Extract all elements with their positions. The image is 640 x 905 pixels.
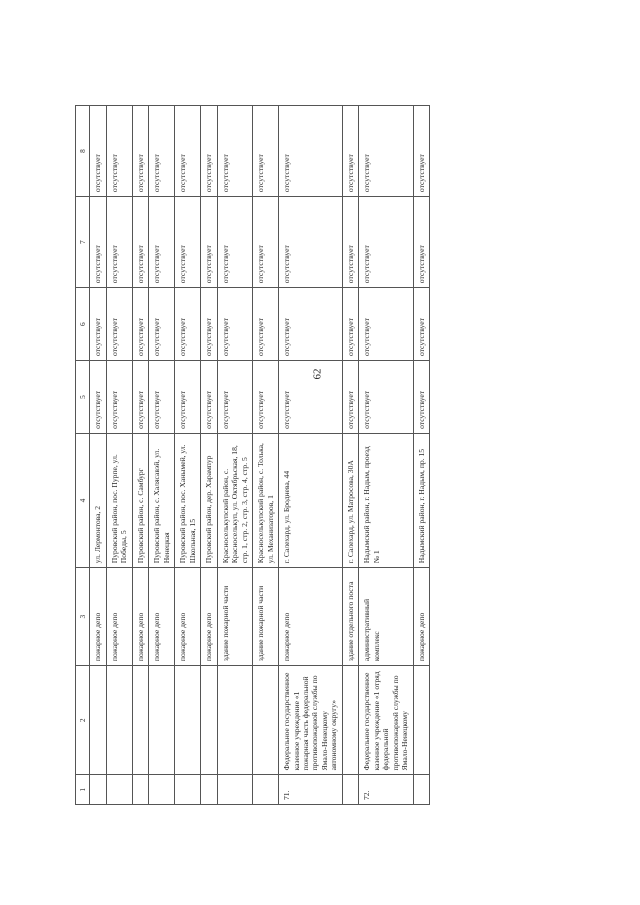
rotated-table-wrapper bbox=[75, 105, 575, 805]
table-row bbox=[413, 106, 429, 805]
cell-c5: отсутствует bbox=[217, 361, 252, 434]
cell-org bbox=[149, 666, 175, 775]
table-row bbox=[201, 106, 217, 805]
cell-c6: отсутствует bbox=[132, 288, 148, 361]
cell-type: здание пожарной части bbox=[217, 568, 252, 666]
cell-num: 72. bbox=[359, 775, 413, 805]
cell-c8: отсутствует bbox=[175, 106, 201, 197]
cell-c7: отсутствует bbox=[413, 197, 429, 288]
column-header-5: 5 bbox=[76, 361, 90, 434]
cell-c5: отсутствует bbox=[90, 361, 106, 434]
cell-num: 71. bbox=[279, 775, 343, 805]
cell-c5: отсутствует bbox=[413, 361, 429, 434]
column-header-7: 7 bbox=[76, 197, 90, 288]
column-header-3: 3 bbox=[76, 568, 90, 666]
cell-num bbox=[149, 775, 175, 805]
cell-type: административный комплекс bbox=[359, 568, 413, 666]
cell-c7: отсутствует bbox=[253, 197, 279, 288]
cell-org bbox=[201, 666, 217, 775]
cell-c8: отсутствует bbox=[132, 106, 148, 197]
table-row bbox=[217, 106, 252, 805]
column-header-6: 6 bbox=[76, 288, 90, 361]
cell-addr: Пуровский район, пос. Пурпе, ул. Победы, 5 bbox=[106, 433, 132, 567]
cell-num bbox=[106, 775, 132, 805]
cell-c5: отсутствует bbox=[149, 361, 175, 434]
cell-c8: отсутствует bbox=[217, 106, 252, 197]
cell-c8: отсутствует bbox=[90, 106, 106, 197]
cell-org bbox=[342, 666, 358, 775]
cell-addr: ул. Лермонтова, 2 bbox=[90, 433, 106, 567]
cell-c5: отсутствует bbox=[106, 361, 132, 434]
cell-type: здание пожарной части bbox=[253, 568, 279, 666]
cell-addr: Красноселькупский район, с. Толька, ул. Механизаторов, 1 bbox=[253, 433, 279, 567]
cell-c8: отсутствует bbox=[106, 106, 132, 197]
cell-c5: отсутствует bbox=[359, 361, 413, 434]
cell-addr: Надымский район, г. Надым, пр. 15 bbox=[413, 433, 429, 567]
cell-org bbox=[253, 666, 279, 775]
cell-c7: отсутствует bbox=[279, 197, 343, 288]
column-header-8: 8 bbox=[76, 106, 90, 197]
cell-type: пожарное депо bbox=[413, 568, 429, 666]
table-row bbox=[90, 106, 106, 805]
cell-c8: отсутствует bbox=[253, 106, 279, 197]
cell-c7: отсутствует bbox=[175, 197, 201, 288]
cell-addr: Пуровский район, с. Самбург bbox=[132, 433, 148, 567]
cell-c6: отсутствует bbox=[217, 288, 252, 361]
cell-addr: Надымский район, г. Надым, проезд № 1 bbox=[359, 433, 413, 567]
cell-num bbox=[175, 775, 201, 805]
cell-c6: отсутствует bbox=[359, 288, 413, 361]
cell-num bbox=[413, 775, 429, 805]
table-row bbox=[132, 106, 148, 805]
cell-c6: отсутствует bbox=[342, 288, 358, 361]
cell-org bbox=[413, 666, 429, 775]
cell-c5: отсутствует bbox=[279, 361, 343, 434]
cell-org bbox=[106, 666, 132, 775]
cell-type: пожарное депо bbox=[149, 568, 175, 666]
cell-c5: отсутствует bbox=[342, 361, 358, 434]
page-number: 62 bbox=[311, 368, 324, 380]
table-row bbox=[253, 106, 279, 805]
table-row bbox=[106, 106, 132, 805]
cell-c5: отсутствует bbox=[253, 361, 279, 434]
cell-c8: отсутствует bbox=[342, 106, 358, 197]
cell-c5: отсутствует bbox=[201, 361, 217, 434]
cell-c7: отсутствует bbox=[90, 197, 106, 288]
cell-c6: отсутствует bbox=[201, 288, 217, 361]
cell-c7: отсутствует bbox=[132, 197, 148, 288]
cell-c7: отсутствует bbox=[106, 197, 132, 288]
cell-c8: отсутствует bbox=[359, 106, 413, 197]
cell-c8: отсутствует bbox=[149, 106, 175, 197]
cell-org bbox=[90, 666, 106, 775]
cell-c6: отсутствует bbox=[175, 288, 201, 361]
cell-type: пожарное депо bbox=[90, 568, 106, 666]
cell-c8: отсутствует bbox=[201, 106, 217, 197]
table-row bbox=[279, 106, 343, 805]
table-row bbox=[342, 106, 358, 805]
header-row bbox=[76, 106, 90, 805]
cell-org: Федеральное государственное казенное учреждение «1 отряд федеральной противопожарной службы по Ямало-Ненецкому bbox=[359, 666, 413, 775]
cell-addr: Красноселькупский район, с. Красноселькуп, ул. Октябрьская, 18, стр. 1, стр. 2, стр. 3, стр. 4, стр. 5 bbox=[217, 433, 252, 567]
cell-c6: отсутствует bbox=[413, 288, 429, 361]
cell-c6: отсутствует bbox=[253, 288, 279, 361]
cell-c6: отсутствует bbox=[90, 288, 106, 361]
cell-num bbox=[201, 775, 217, 805]
cell-c7: отсутствует bbox=[201, 197, 217, 288]
column-header-2: 2 bbox=[76, 666, 90, 775]
cell-num bbox=[253, 775, 279, 805]
cell-c6: отсутствует bbox=[149, 288, 175, 361]
cell-org: Федеральное государственное казенное учреждение «1 пожарная часть федеральной противопожарной службы по Ямало-Ненецкому автономному округу» bbox=[279, 666, 343, 775]
cell-c8: отсутствует bbox=[413, 106, 429, 197]
cell-org bbox=[175, 666, 201, 775]
cell-c5: отсутствует bbox=[132, 361, 148, 434]
cell-org bbox=[132, 666, 148, 775]
table-row bbox=[149, 106, 175, 805]
table-row bbox=[175, 106, 201, 805]
cell-type: здание отдельного поста bbox=[342, 568, 358, 666]
table-row bbox=[359, 106, 413, 805]
cell-c8: отсутствует bbox=[279, 106, 343, 197]
cell-num bbox=[90, 775, 106, 805]
cell-addr: Пуровский район, с. Халясавэй, ул. Ненецкая bbox=[149, 433, 175, 567]
cell-type: пожарное депо bbox=[201, 568, 217, 666]
column-header-4: 4 bbox=[76, 433, 90, 567]
cell-type: пожарное депо bbox=[279, 568, 343, 666]
cell-type: пожарное депо bbox=[175, 568, 201, 666]
cell-type: пожарное депо bbox=[132, 568, 148, 666]
cell-c6: отсутствует bbox=[279, 288, 343, 361]
cell-addr: г. Салехард, ул. Броднева, 44 bbox=[279, 433, 343, 567]
cell-num bbox=[132, 775, 148, 805]
cell-c7: отсутствует bbox=[149, 197, 175, 288]
cell-num bbox=[342, 775, 358, 805]
cell-addr: Пуровский район, пос. Ханымей, ул. Школьная, 15 bbox=[175, 433, 201, 567]
cell-c7: отсутствует bbox=[359, 197, 413, 288]
column-header-1: 1 bbox=[76, 775, 90, 805]
cell-c7: отсутствует bbox=[342, 197, 358, 288]
cell-type: пожарное депо bbox=[106, 568, 132, 666]
cell-c5: отсутствует bbox=[175, 361, 201, 434]
cell-num bbox=[217, 775, 252, 805]
cell-org bbox=[217, 666, 252, 775]
table-body bbox=[90, 106, 430, 805]
cell-addr: г. Салехард, ул. Матросова, 30А bbox=[342, 433, 358, 567]
cell-c6: отсутствует bbox=[106, 288, 132, 361]
facilities-table bbox=[75, 105, 430, 805]
cell-addr: Пуровский район, дер. Харампур bbox=[201, 433, 217, 567]
cell-c7: отсутствует bbox=[217, 197, 252, 288]
